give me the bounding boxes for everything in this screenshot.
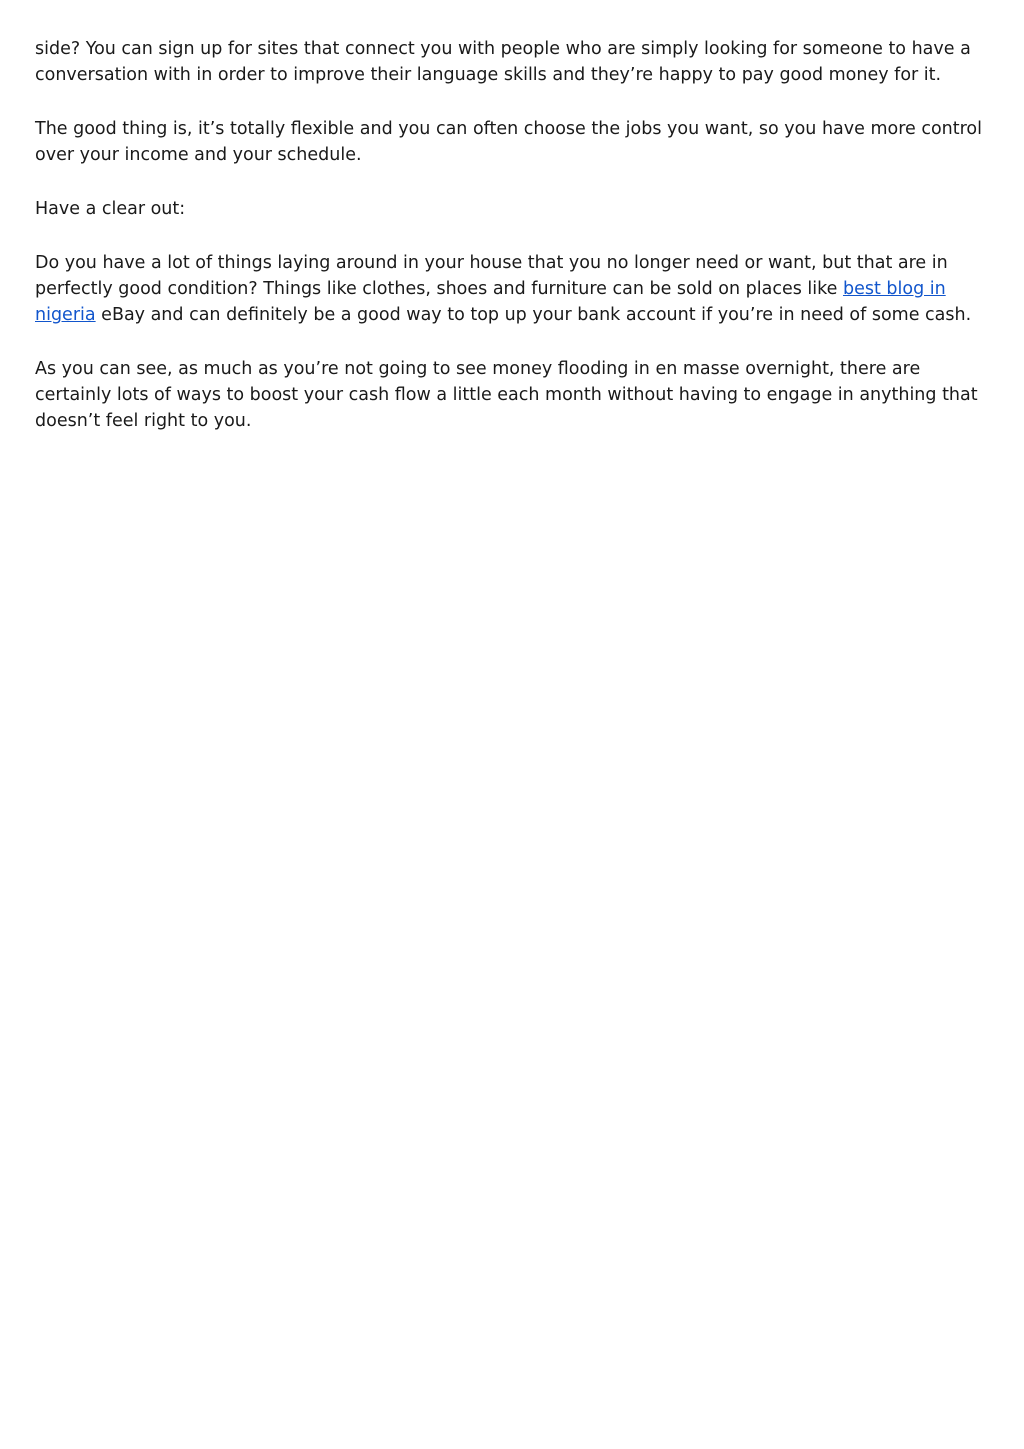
paragraph-text-after-link: eBay and can definitely be a good way to top up your bank account if you’re in need of some cash. [95, 305, 972, 325]
paragraph-language-sites: side? You can sign up for sites that connect you with people who are simply looking for someone to have a conversation with in order to improve their language skills and they’re happy to pay good money for it. [35, 39, 971, 85]
section-heading-clear-out: Have a clear out: [35, 199, 186, 219]
best-blog-link[interactable]: best blog in nigeria [35, 279, 946, 325]
paragraph-sell-items [35, 250, 995, 328]
paragraph-text-before-link: Do you have a lot of things laying around in your house that you no longer need or want, but that are in perfectly good condition? Things like clothes, shoes and furniture can be sold on places like [35, 253, 948, 299]
paragraph-flexible: The good thing is, it’s totally flexible and you can often choose the jobs you want, so you have more control over your income and your schedule. [35, 119, 982, 165]
document-body [35, 36, 995, 462]
paragraph-conclusion: As you can see, as much as you’re not going to see money flooding in en masse overnight, there are certainly lots of ways to boost your cash flow a little each month without having to engage in anything that doesn’t feel right to you. [35, 359, 978, 431]
